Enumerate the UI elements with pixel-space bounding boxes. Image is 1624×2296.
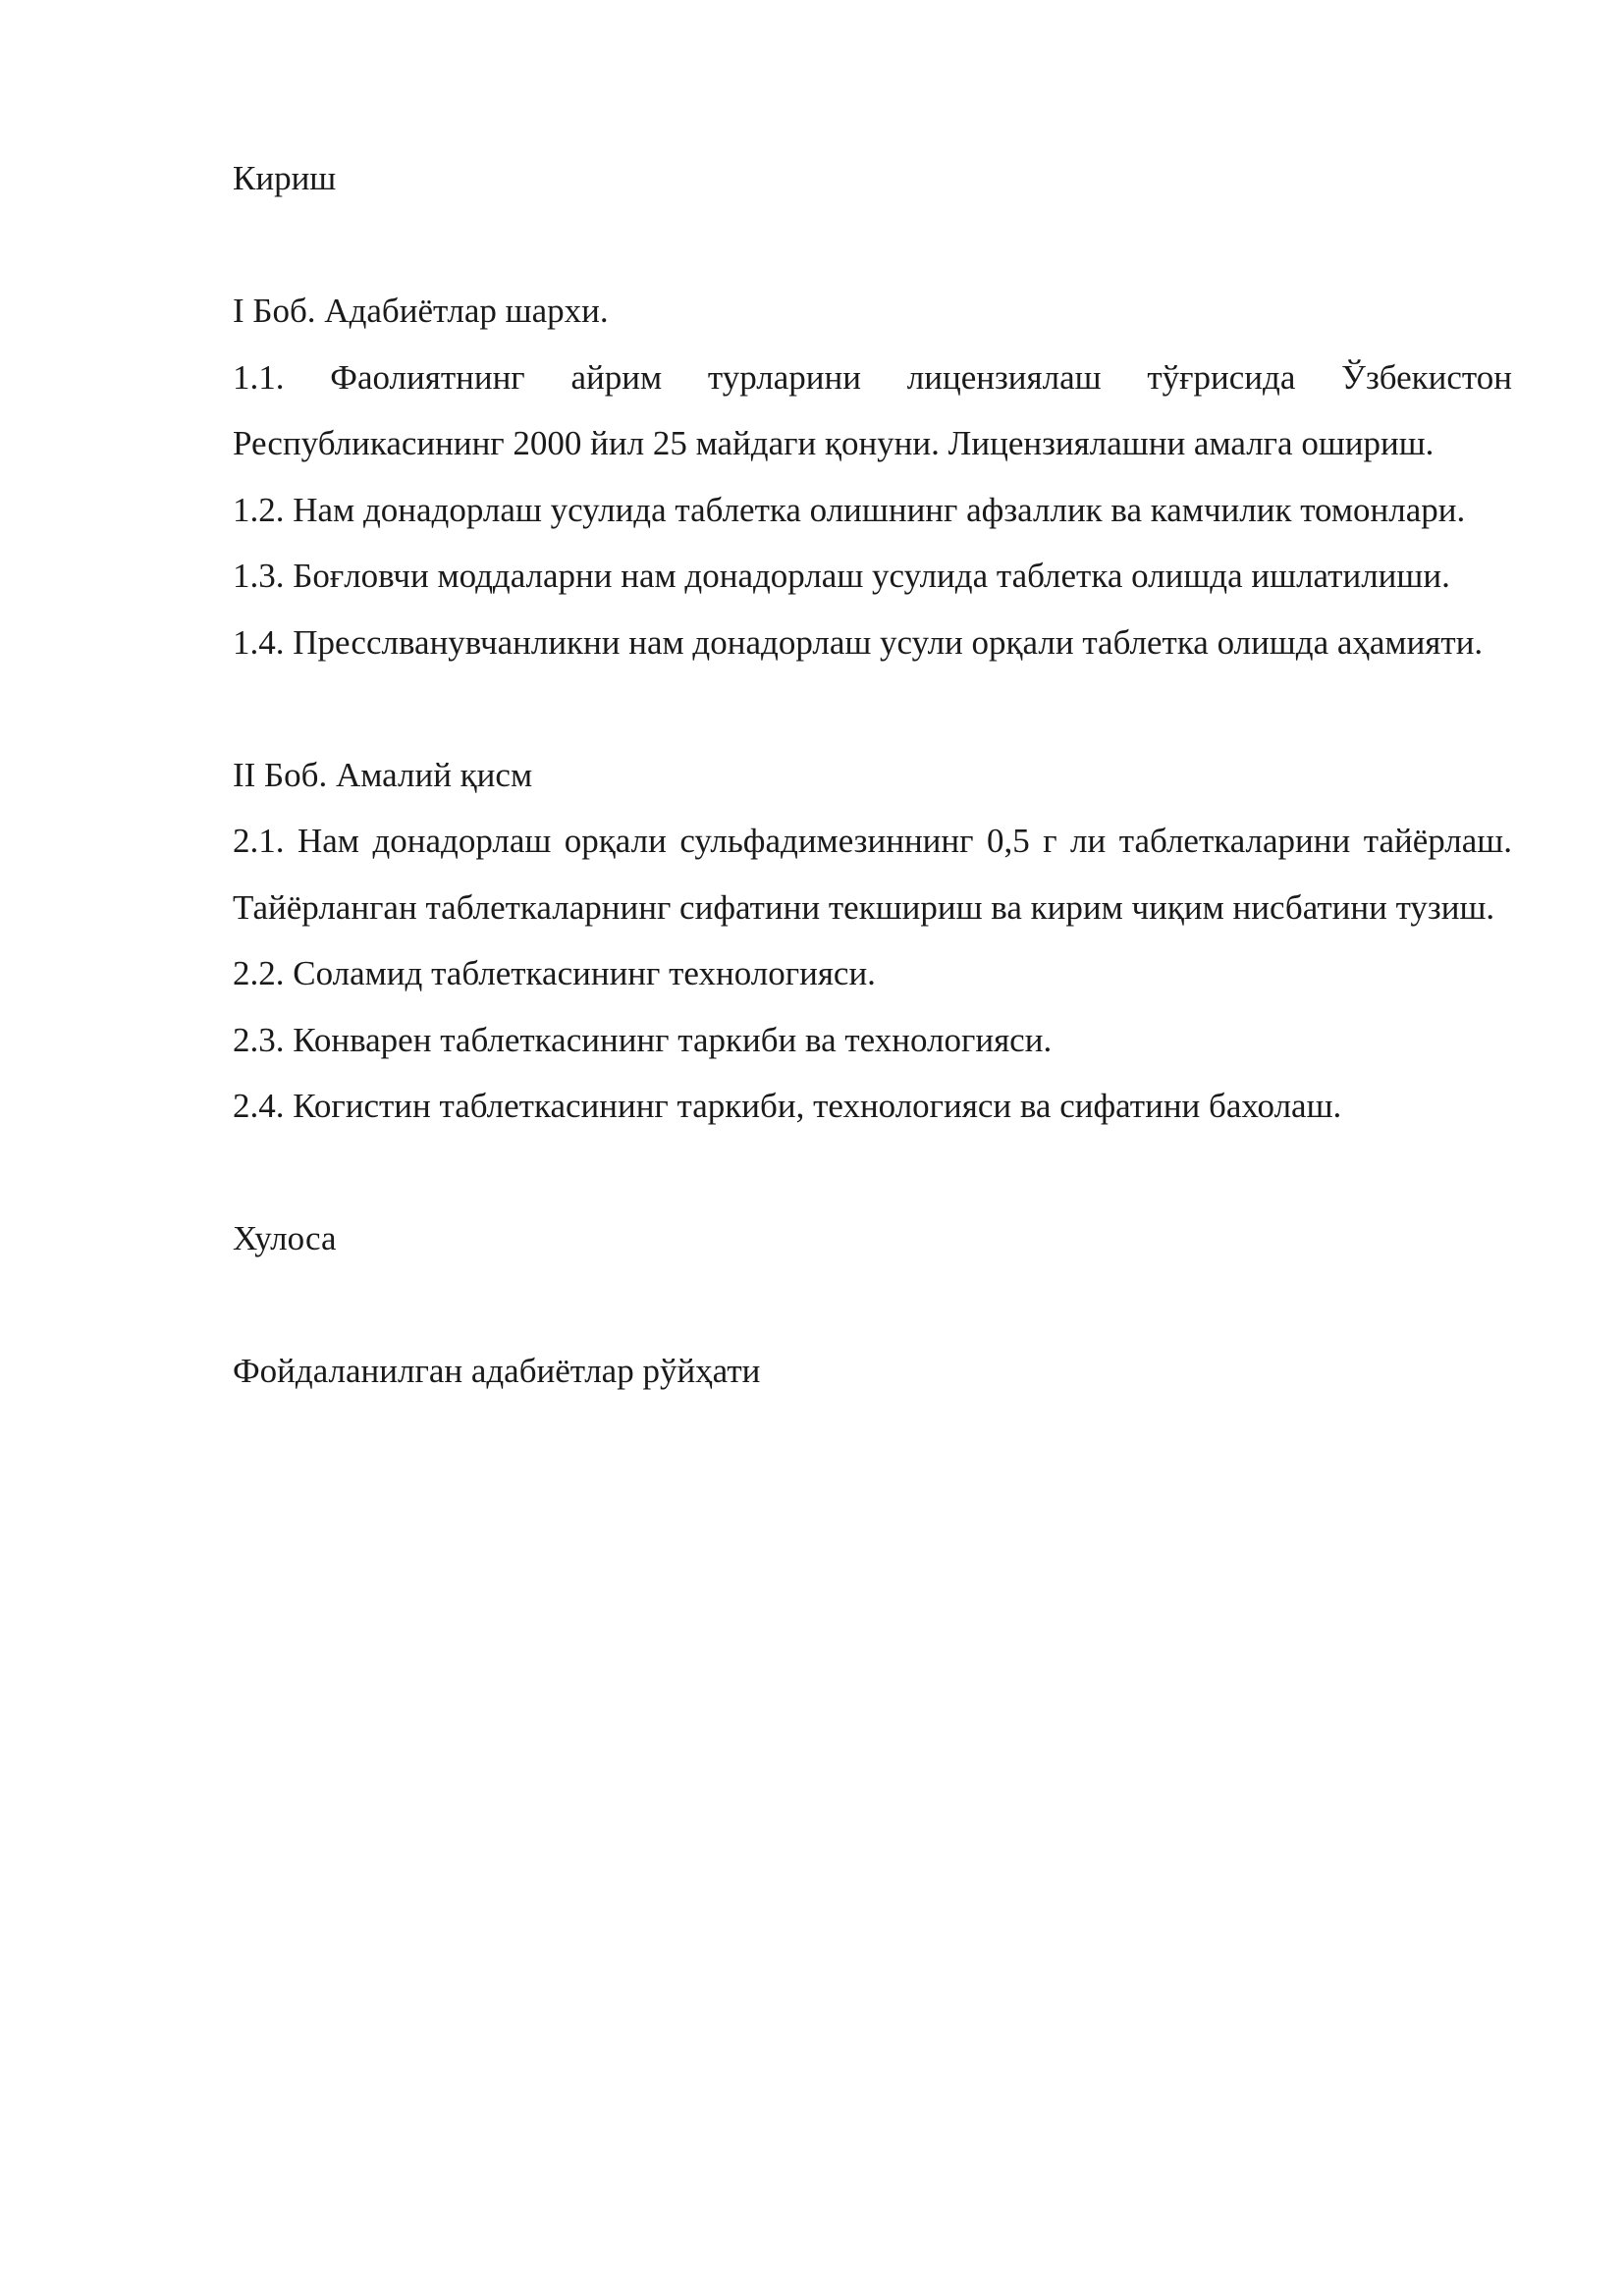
chapter-1-title: I Боб. Адабиётлар шархи. [233, 292, 609, 330]
spacer [233, 675, 1512, 742]
toc-intro: Кириш [233, 159, 337, 197]
spacer [233, 1140, 1512, 1206]
toc-item-1-4: 1.4. Пресслванувчанликни нам донадорлаш усули орқали таблетка олишда аҳамияти. [233, 622, 1484, 662]
toc-item-2-3: 2.3. Конварен таблеткасининг таркиби ва технологияси. [233, 1020, 1053, 1059]
toc-item-1-2: 1.2. Нам донадорлаш усулида таблетка олишнинг афзаллик ва камчилик томонлари. [233, 490, 1466, 529]
toc-item-2-1: 2.1. Нам донадорлаш орқали сульфадимезиннинг 0,5 г ли таблеткаларини тайёрлаш. Тайёрланган таблеткаларнинг сифатини текшириш ва кирим чиқим нисбатини тузиш. [233, 822, 1512, 927]
toc-conclusion: Хулоса [233, 1219, 337, 1257]
toc-item-2-4: 2.4. Когистин таблеткасининг таркиби, технологияси ва сифатини бахолаш. [233, 1087, 1342, 1125]
spacer [233, 1272, 1512, 1339]
chapter-2-title: II Боб. Амалий қисм [233, 755, 533, 794]
toc-item-1-1: 1.1. Фаолиятнинг айрим турларини лицензиялаш тўғрисида Ўзбекистон Республикасининг 2000 йил 25 майдаги қонуни. Лицензиялашни амалга ошириш. [233, 357, 1512, 462]
toc-references: Фойдаланилган адабиётлар рўйҳати [233, 1352, 761, 1390]
toc-item-2-2: 2.2. Соламид таблеткасининг технологияси. [233, 954, 876, 992]
table-of-contents [233, 145, 1512, 1405]
toc-item-1-3: 1.3. Боғловчи моддаларни нам донадорлаш усулида таблетка олишда ишлатилиши. [233, 557, 1450, 595]
spacer [233, 212, 1512, 279]
